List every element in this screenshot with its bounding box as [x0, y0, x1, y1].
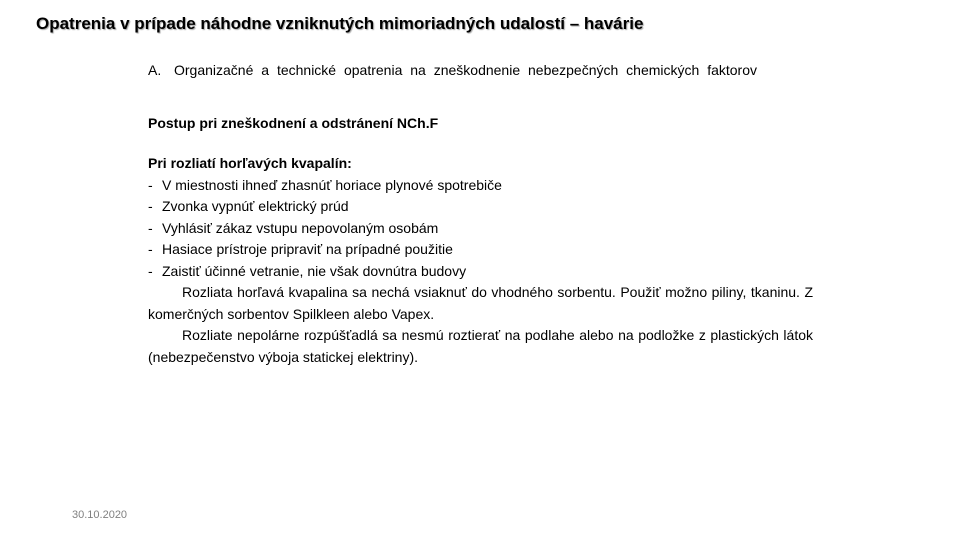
list-item-text: Vyhlásiť zákaz vstupu nepovolaným osobám — [162, 219, 439, 236]
list-item-text: Zvonka vypnúť elektrický prúd — [162, 198, 349, 214]
paragraph-sorbent: Rozliata horľavá kvapalina sa nechá vsiaknuť do vhodného sorbentu. Použiť možno piliny, tkaninu. Z komerčných sorbentov Spilkleen alebo Vapex. — [148, 284, 813, 322]
section-subtitle: Postup pri zneškodnení a odstránení NCh.F — [148, 114, 439, 131]
list-item: - Vyhlásiť zákaz vstupu nepovolaným osobám — [148, 218, 813, 240]
section-a-text: Organizačné a technické opatrenia na zneškodnenie nebezpečných chemických faktorov — [174, 62, 757, 78]
list-item-text: V miestnosti ihneď zhasnúť horiace plynové spotrebiče — [162, 176, 502, 193]
content-body — [148, 60, 813, 368]
footer-date: 30.10.2020 — [72, 509, 128, 521]
spill-heading: Pri rozliatí horľavých kvapalín: — [148, 155, 352, 171]
list-item: - Zaistiť účinné vetranie, nie však dovnútra budovy — [148, 261, 813, 283]
list-item: - Zvonka vypnúť elektrický prúd — [148, 196, 813, 218]
list-item: - Hasiace prístroje pripraviť na prípadné použitie — [148, 239, 813, 261]
page-title: Opatrenia v prípade náhodne vzniknutých mimoriadných udalostí – havárie — [36, 14, 644, 33]
list-item-text: Zaistiť účinné vetranie, nie však dovnútra budovy — [162, 262, 467, 279]
section-a-heading — [148, 60, 813, 82]
list-item-text: Hasiace prístroje pripraviť na prípadné použitie — [162, 241, 453, 257]
section-a-marker: A. — [148, 62, 162, 78]
list-item: - V miestnosti ihneď zhasnúť horiace plynové spotrebiče — [148, 175, 813, 197]
paragraph-solvents: Rozliate nepolárne rozpúšťadlá sa nesmú roztierať na podlahe alebo na podložke z plastických látok (nebezpečenstvo výboja statickej elektriny). — [148, 327, 813, 365]
